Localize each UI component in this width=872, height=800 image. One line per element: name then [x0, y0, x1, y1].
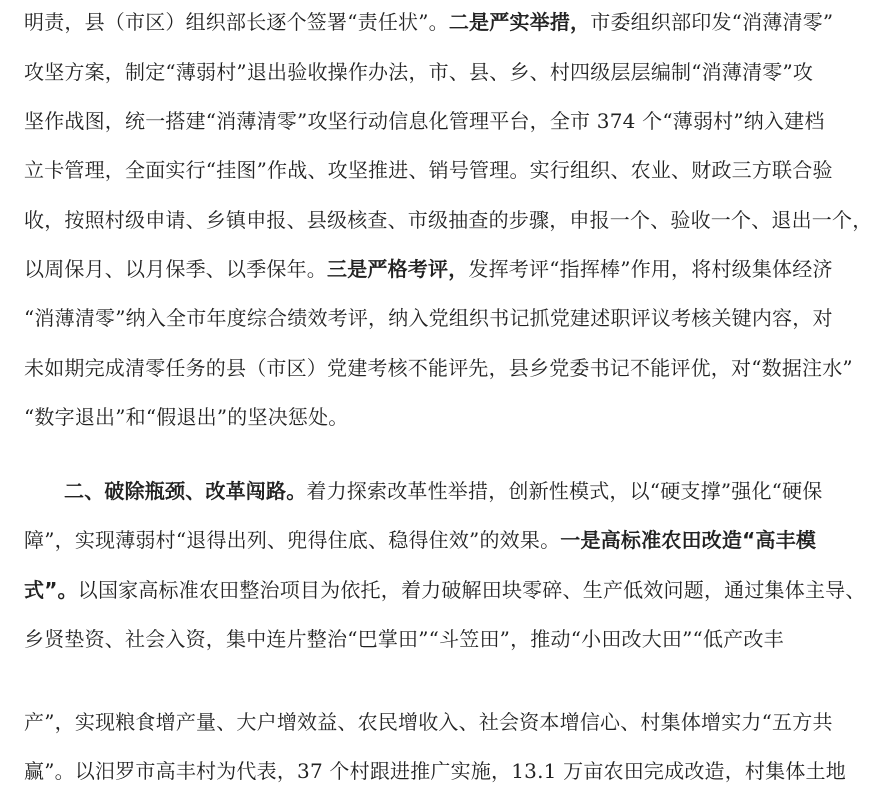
text-line	[24, 526, 817, 554]
text-run: 发挥考评“指挥棒”作用，将村级集体经济	[468, 257, 833, 281]
text-line: 立卡管理，全面实行“挂图”作战、攻坚推进、销号管理。实行组织、农业、财政三方联合验	[24, 158, 833, 182]
text-run: 以周保月、以月保季、以季保年。	[24, 257, 327, 281]
text-line: 坚作战图，统一搭建“消薄清零”攻坚行动信息化管理平台，全市 374 个“薄弱村”纳入建档	[24, 109, 825, 133]
text-run: 市委组织部印发“消薄清零”	[590, 10, 834, 34]
text-line	[24, 255, 833, 283]
text-line: “消薄清零”纳入全市年度综合绩效考评，纳入党组织书记抓党建述职评议考核关键内容，对	[24, 306, 833, 330]
text-line: 产”，实现粮食增产量、大户增效益、农民增收入、社会资本增信心、村集体增实力“五方共	[24, 710, 833, 734]
text-line	[64, 477, 823, 505]
text-line: 乡贤垫资、社会入资，集中连片整治“巴掌田”“斗笠田”，推动“小田改大田”“低产改丰	[24, 627, 784, 651]
text-line: 未如期完成清零任务的县（市区）党建考核不能评先，县乡党委书记不能评优，对“数据注水”	[24, 356, 853, 380]
bold-heading: 三是严格考评，	[327, 257, 469, 281]
text-run: 着力探索改革性举措，创新性模式，以“硬支撑”强化“硬保	[306, 479, 823, 503]
text-run: 障”，实现薄弱村“退得出列、兜得住底、稳得住效”的效果。	[24, 528, 561, 552]
section-heading: 二、破除瓶颈、改革闯路。	[64, 479, 307, 503]
text-line: 收，按照村级申请、乡镇申报、县级核查、市级抽查的步骤，申报一个、验收一个、退出一个，	[24, 208, 872, 232]
bold-heading: 式”。	[24, 578, 78, 602]
text-line: 攻坚方案，制定“薄弱村”退出验收操作办法，市、县、乡、村四级层层编制“消薄清零”攻	[24, 60, 814, 84]
text-run: 以国家高标准农田整治项目为依托，着力破解田块零碎、生产低效问题，通过集体主导、	[77, 578, 866, 602]
text-line: 赢”。以汨罗市高丰村为代表，37 个村跟进推广实施，13.1 万亩农田完成改造，村集体土地	[24, 759, 846, 783]
text-line	[24, 576, 866, 604]
text-line	[24, 8, 834, 36]
bold-heading: 一是高标准农田改造“高丰模	[560, 528, 817, 552]
text-line: “数字退出”和“假退出”的坚决惩处。	[24, 405, 349, 429]
text-run: 明责，县（市区）组织部长逐个签署“责任状”。	[24, 10, 449, 34]
bold-heading: 二是严实举措，	[448, 10, 591, 34]
